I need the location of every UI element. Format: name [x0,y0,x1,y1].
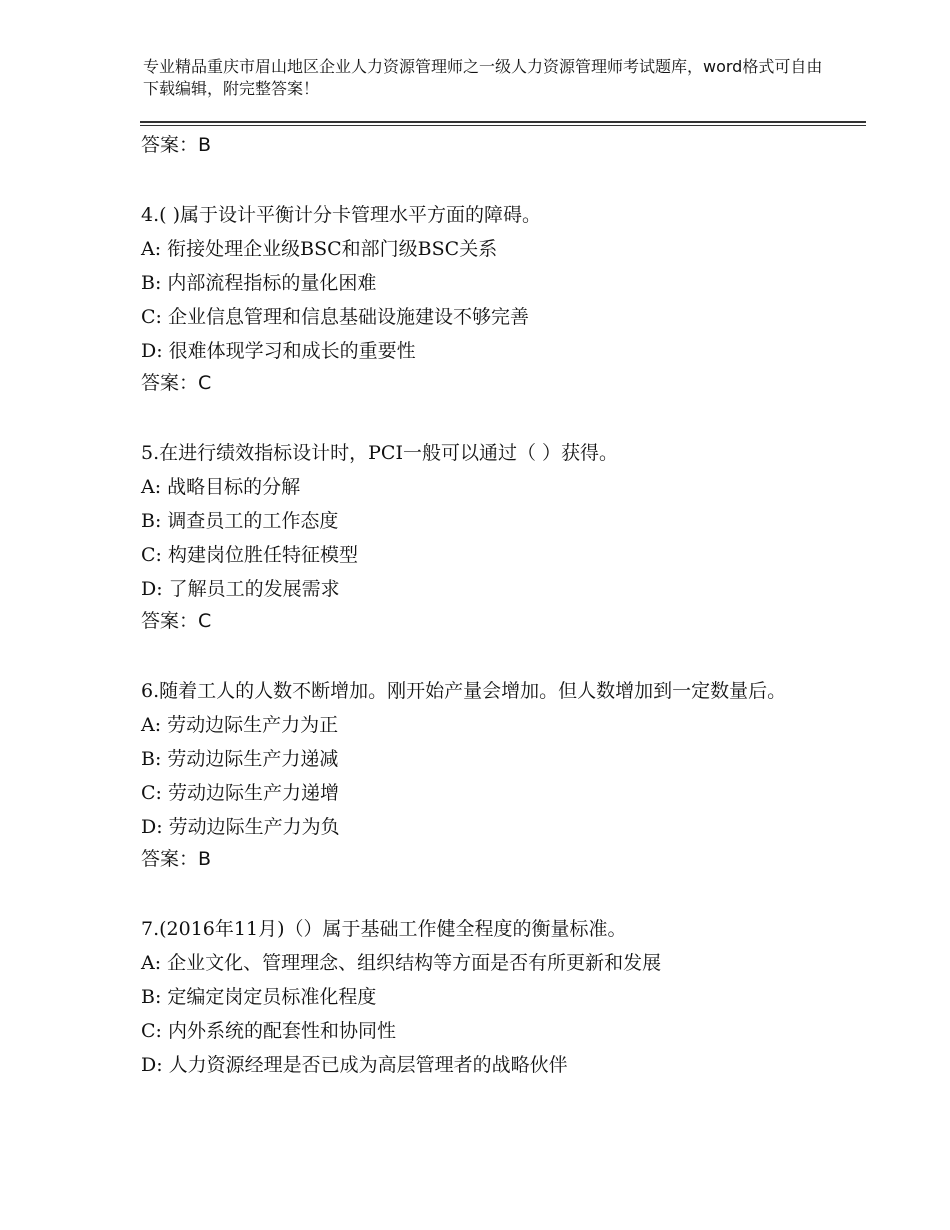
question-stem: 6.随着工人的人数不断增加。刚开始产量会增加。但人数增加到一定数量后。 [141,680,787,702]
question-stem: 5.在进行绩效指标设计时，PCI一般可以通过（ ）获得。 [141,442,618,464]
option-d: D: 了解员工的发展需求 [141,578,340,600]
option-a: A: 劳动边际生产力为正 [141,714,339,736]
answer-line: 答案：C [141,372,212,394]
question-block [141,674,841,874]
option-d: D: 劳动边际生产力为负 [141,816,340,838]
question-block [141,912,841,1082]
answer-line: 答案：B [141,848,212,870]
question-list [141,128,841,1082]
document-header: 专业精品重庆市眉山地区企业人力资源管理师之一级人力资源管理师考试题库，word格式可自由下载编辑，附完整答案！ [143,57,823,98]
option-c: C: 劳动边际生产力递增 [141,782,339,804]
option-b: B: 调查员工的工作态度 [141,510,339,532]
option-a: A: 衔接处理企业级BSC和部门级BSC关系 [141,238,498,260]
option-c: C: 构建岗位胜任特征模型 [141,544,358,566]
answer-line: 答案：B [141,134,212,156]
header-rule-thick [140,121,866,123]
option-b: B: 定编定岗定员标准化程度 [141,986,377,1008]
question-stem: 7.(2016年11月)（）属于基础工作健全程度的衡量标准。 [141,918,627,940]
question-block [141,436,841,636]
option-a: A: 企业文化、管理理念、组织结构等方面是否有所更新和发展 [141,952,662,974]
question-block [141,198,841,398]
option-c: C: 企业信息管理和信息基础设施建设不够完善 [141,306,529,328]
header-rule-thin [140,125,866,126]
question-stem: 4.( )属于设计平衡计分卡管理水平方面的障碍。 [141,204,541,226]
option-c: C: 内外系统的配套性和协同性 [141,1020,396,1042]
option-a: A: 战略目标的分解 [141,476,301,498]
option-b: B: 内部流程指标的量化困难 [141,272,377,294]
option-d: D: 人力资源经理是否已成为高层管理者的战略伙伴 [141,1054,568,1076]
answer-line: 答案：C [141,610,212,632]
option-d: D: 很难体现学习和成长的重要性 [141,340,416,362]
option-b: B: 劳动边际生产力递减 [141,748,339,770]
